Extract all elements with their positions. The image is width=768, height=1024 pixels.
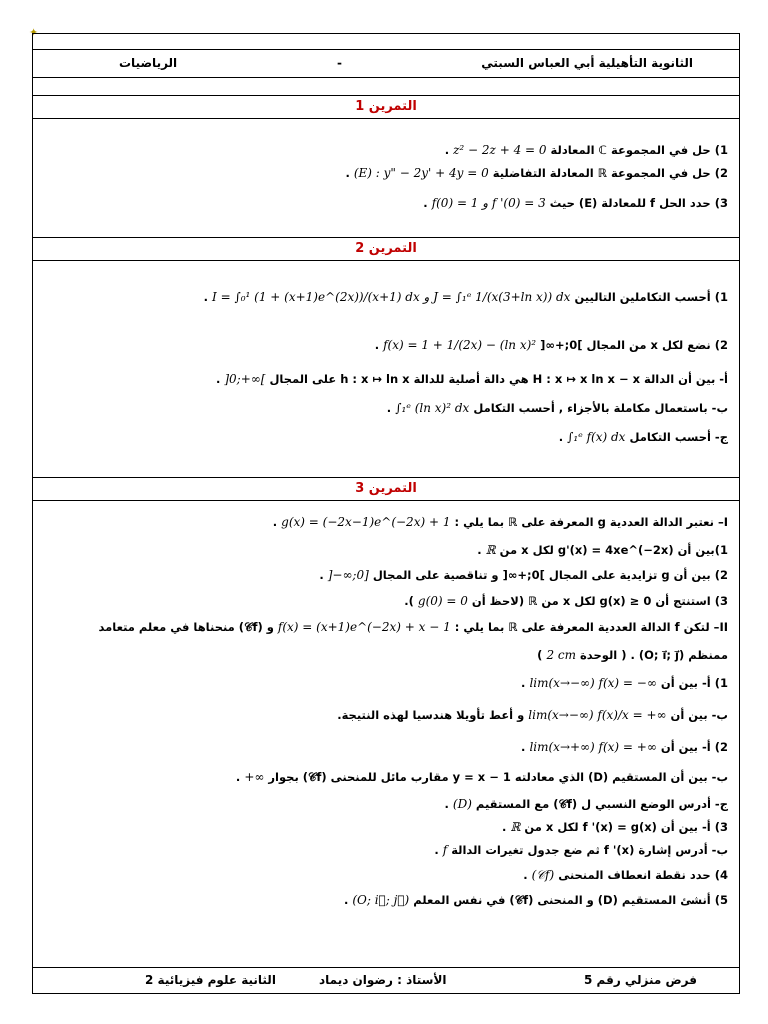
math-expression: ∫₁ᵉ (ln x)² dx [395, 401, 470, 415]
math-expression: I = ∫₀¹ (1 + (x+1)e^(2x))/(x+1) dx و J = ∫₁ᵉ 1/(x(3+ln x)) dx [212, 290, 571, 304]
question-text: 1) حل في المجموعة ℂ المعادلة [550, 143, 728, 157]
exercise-title: التمرين 2 [33, 237, 739, 261]
question-text: ب- أدرس إشارة f '(x) ثم ضع جدول تغيرات الدالة [451, 843, 728, 857]
corner-mark: ✦ [29, 26, 39, 39]
question-ending: . [203, 290, 209, 304]
question-ending: و أعط تأويلا هندسيا لهذه النتيجة. [337, 708, 525, 722]
exercise-question [387, 401, 728, 415]
exercise-question [445, 143, 728, 157]
header-subject: الرياضيات [119, 56, 178, 70]
question-ending: . [444, 797, 449, 811]
exercise-question [344, 893, 728, 908]
question-ending: . [444, 143, 450, 157]
math-expression: g(0) = 0 [417, 594, 468, 608]
question-ending: . [235, 770, 241, 784]
question-ending: . [272, 515, 278, 529]
exercise-question [273, 515, 728, 529]
math-expression: +∞ [244, 770, 265, 784]
exercise-question [502, 820, 728, 834]
exercise-title: التمرين 1 [33, 95, 739, 119]
header-dash: - [337, 56, 342, 70]
math-expression: ℝ [485, 543, 496, 557]
question-text: 1) أحسب التكاملين التاليين [574, 290, 728, 304]
question-ending: . [343, 893, 349, 907]
math-expression: (E) : y" − 2y' + 4y = 0 [353, 166, 489, 180]
question-text: أ- بين أن الدالة H : x ↦ x ln x − x هي دالة أصلية للدالة h : x ↦ ln x على المجال [269, 372, 728, 386]
page-footer [33, 967, 739, 994]
question-ending: ). [404, 594, 414, 608]
question-ending: . [345, 166, 350, 180]
math-expression: z² − 2z + 4 = 0 [453, 143, 547, 157]
header-school: الثانوية التأهيلية أبي العباس السبتي [481, 56, 693, 70]
exercise-question [445, 797, 728, 812]
question-text: ج- أدرس الوضع النسبي ل (𝒞f) مع المستقيم [475, 797, 728, 811]
question-ending: . [521, 676, 526, 690]
exercise-question [521, 676, 728, 690]
question-text: ب- بين أن [670, 708, 728, 722]
exercise-question [477, 543, 728, 557]
exercise-question [99, 620, 729, 635]
exercise-title: التمرين 3 [33, 477, 739, 501]
math-expression: g(x) = (−2x−1)e^(−2x) + 1 [281, 515, 451, 529]
question-ending: . [423, 196, 428, 210]
question-text: 2) أ- بين أن [660, 740, 728, 754]
exercise-question [375, 338, 728, 352]
math-expression: f [442, 843, 448, 857]
exercise-question [236, 770, 728, 785]
question-ending: . [502, 820, 507, 834]
question-text: 5) أنشئ المستقيم (D) و المنحنى (𝒞f) في نفس المعلم [413, 893, 728, 907]
question-text: I– نعتبر الدالة العددية g المعرفة على ℝ بما يلي : [454, 515, 728, 529]
math-expression: f(x) = 1 + 1/(2x) − (ln x)² [383, 338, 537, 352]
question-text: II– لتكن f الدالة العددية المعرفة على ℝ بما يلي : [454, 620, 728, 634]
math-expression: ℝ [510, 820, 521, 834]
question-text: ممنظم (O; i⃗; j⃗) . ( الوحدة [580, 648, 728, 662]
question-text: ج- أحسب التكامل [629, 430, 728, 444]
exercise-question [523, 868, 728, 883]
question-ending: . [523, 868, 528, 882]
exercise-question [345, 166, 728, 180]
exercise-question [204, 290, 728, 304]
question-text: 1) أ- بين أن [660, 676, 728, 690]
question-ending: . [521, 740, 526, 754]
question-text: ب- باستعمال مكاملة بالأجزاء , أحسب التكامل [473, 401, 728, 415]
math-expression: lim(x→+∞) f(x) = +∞ [529, 740, 657, 754]
exercise-question [319, 568, 728, 582]
question-ending: . [477, 543, 482, 557]
math-expression: f(0) = 1 و f '(0) = 3 [431, 196, 546, 210]
question-ending: . [558, 430, 564, 444]
math-expression: lim(x→−∞) f(x) = −∞ [529, 676, 657, 690]
math-expression: f(x) = (x+1)e^(−2x) + x − 1 [277, 620, 451, 634]
math-expression: ]−∞;0] [327, 568, 369, 582]
question-text: ب- بين أن المستقيم (D) الذي معادلته y = x − 1 مقارب مائل للمنحنى (𝒞f) بجوار [268, 770, 728, 784]
question-ending: . [374, 338, 380, 352]
math-expression: 2 cm [546, 648, 576, 662]
question-text: 3) حدد الحل f للمعادلة (E) حيث [549, 196, 728, 210]
question-ending: ) [537, 648, 543, 662]
exercise-question [559, 430, 728, 444]
exercise-question [434, 843, 728, 857]
math-expression: (𝒞f) [531, 868, 555, 882]
exercise-question [404, 594, 728, 608]
footer-level: الثانية علوم فيزيائية 2 [145, 973, 276, 987]
question-ending: و (𝒞f) منحناها في معلم متعامد [98, 620, 274, 634]
footer-teacher: الأستاذ : رضوان ديماد [319, 973, 447, 987]
question-text: 2) بين أن g تزايدية على المجال ]0;+∞[ و تناقصية على المجال [372, 568, 728, 582]
exercise-question [521, 740, 728, 754]
exercise-question [216, 372, 728, 386]
question-ending: . [434, 843, 439, 857]
question-text: 3) استنتج أن g(x) ≥ 0 لكل x من ℝ (لاحظ أن [471, 594, 728, 608]
page-header [33, 49, 739, 78]
exercise-question [537, 648, 728, 662]
question-ending: . [319, 568, 324, 582]
math-expression: (D) [452, 797, 472, 811]
question-text: 2) نضع لكل x من المجال ]0;+∞[ [540, 338, 728, 352]
math-expression: lim(x→−∞) f(x)/x = +∞ [528, 708, 667, 722]
math-expression: ]0;+∞[ [224, 372, 266, 386]
math-expression: (O; i⃗; j⃗) [352, 893, 410, 907]
question-text: 2) حل في المجموعة ℝ المعادلة التفاضلية [492, 166, 728, 180]
exercise-question [337, 708, 728, 722]
footer-homework: فرض منزلي رقم 5 [584, 973, 697, 987]
question-text: 3) أ- بين أن f '(x) = g(x) لكل x من [524, 820, 728, 834]
question-text: 1)بين أن g'(x) = 4xe^(−2x) لكل x من [499, 543, 728, 557]
exercise-question [423, 196, 728, 210]
question-text: 4) حدد نقطة انعطاف المنحنى [558, 868, 728, 882]
question-ending: . [215, 372, 221, 386]
math-expression: ∫₁ᵉ f(x) dx [567, 430, 626, 444]
question-ending: . [386, 401, 392, 415]
